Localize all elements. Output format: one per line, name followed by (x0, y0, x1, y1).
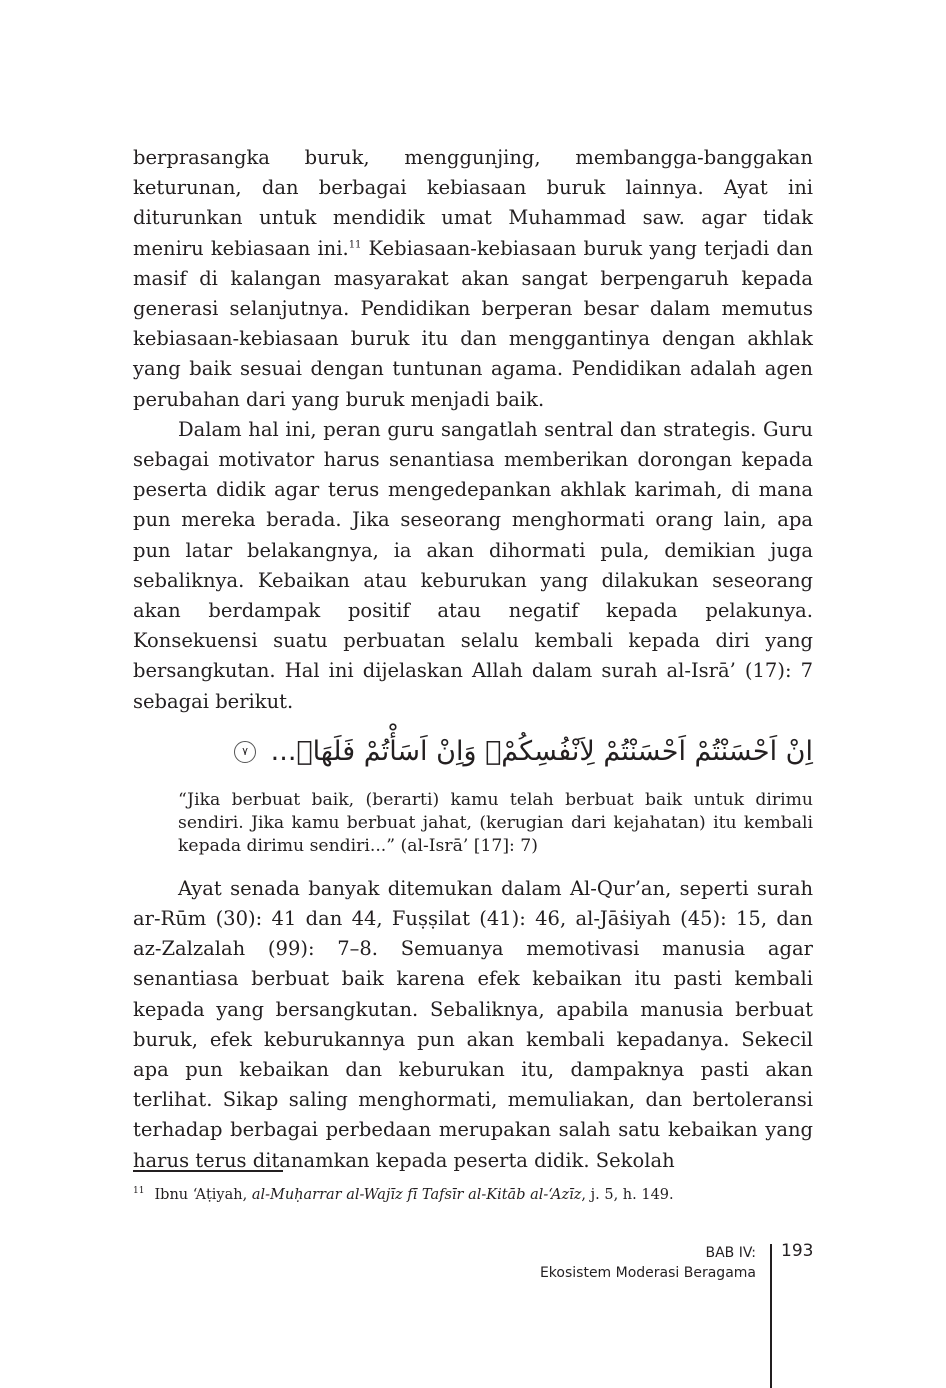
arabic-text: اِنْ اَحْسَنْتُمْ اَحْسَنْتُمْ لِاَنْفُسِكُمْۗ وَاِنْ اَسَأْتُمْ فَلَهَاۗ... (270, 735, 813, 767)
quran-verse (133, 727, 813, 777)
footnote-title: al-Muḥarrar al-Wajīz fī Tafsīr al-Kitāb al-‘Azīz (251, 1186, 582, 1203)
main-text (133, 143, 813, 1176)
paragraph-2: Dalam hal ini, peran guru sangatlah sentral dan strategis. Guru sebagai motivator harus senantiasa memberikan dorongan kepada peserta didik agar terus mengedepankan akhlak karimah, di mana pun mereka berada. Jika seseorang menghormati orang lain, apa pun latar belakangnya, ia akan dihormati pula, demikian juga sebaliknya. Kebaikan atau keburukan yang dilakukan seseorang akan berdampak positif atau negatif kepada pelakunya. Konsekuensi suatu perbuatan selalu kembali kepada diri yang bersangkutan. Hal ini dijelaskan Allah dalam surah al-Isrā’ (17): 7 sebagai berikut. (133, 417, 813, 713)
paragraph-1-text: berprasangka buruk, menggunjing, membangga-banggakan keturunan, dan berbagai kebiasaan buruk lainnya. Ayat ini diturunkan untuk mendidik umat Muhammad saw. agar tidak meniru kebiasaan ini. (133, 146, 813, 260)
chapter-title: Ekosistem Moderasi Beragama (539, 1265, 756, 1281)
paragraph-1-rest: Kebiasaan-kebiasaan buruk yang terjadi dan masif di kalangan masyarakat akan sangat berpengaruh kepada generasi selanjutnya. Pendidikan berperan besar dalam memutus kebiasaan-kebiasaan buruk itu dan menggantinya dengan akhlak yang baik sesuai dengan tuntunan agama. Pendidikan adalah agen perubahan dari yang buruk menjadi baik. (133, 236, 813, 411)
paragraph-1 (133, 143, 813, 415)
footnote-divider (133, 1170, 283, 1172)
paragraph-3: Ayat senada banyak ditemukan dalam Al-Qur’an, seperti surah ar-Rūm (30): 41 dan 44, Fuṣṣilat (41): 46, al-Jāṡiyah (45): 15, dan az-Zalzalah (99): 7–8. Semuanya memotivasi manusia agar senantiasa berbuat baik karena efek kebaikan itu pasti kembali kepada yang bersangkutan. Sebaliknya, apabila manusia berbuat buruk, efek keburukannya pun akan kembali kepadanya. Sekecil apa pun kebaikan dan keburukan itu, dampaknya pasti akan terlihat. Sikap saling menghormati, memuliakan, dan bertoleransi terhadap berbagai perbedaan merupakan salah satu kebaikan yang harus terus ditanamkan kepada peserta didik. Sekolah (133, 876, 813, 1172)
footnote (133, 1180, 813, 1206)
running-head (540, 1243, 756, 1283)
ayah-number-marker: ٧ (234, 741, 256, 763)
chapter-label: BAB IV: (705, 1245, 756, 1261)
footnote-details: , j. 5, h. 149. (581, 1186, 674, 1203)
footnote-author: Ibnu ‘Aṭiyah, (154, 1186, 252, 1203)
vertical-divider (770, 1244, 772, 1388)
footnote-ref[interactable]: 11 (348, 239, 362, 251)
footnote-number: 11 (133, 1186, 145, 1196)
page-number: 193 (781, 1241, 814, 1261)
verse-translation: “Jika berbuat baik, (berarti) kamu telah berbuat baik untuk dirimu sendiri. Jika kamu berbuat jahat, (kerugian dari kejahatan) itu kembali kepada dirimu sendiri...” (al-Isrā’ [17]: 7) (178, 789, 813, 856)
